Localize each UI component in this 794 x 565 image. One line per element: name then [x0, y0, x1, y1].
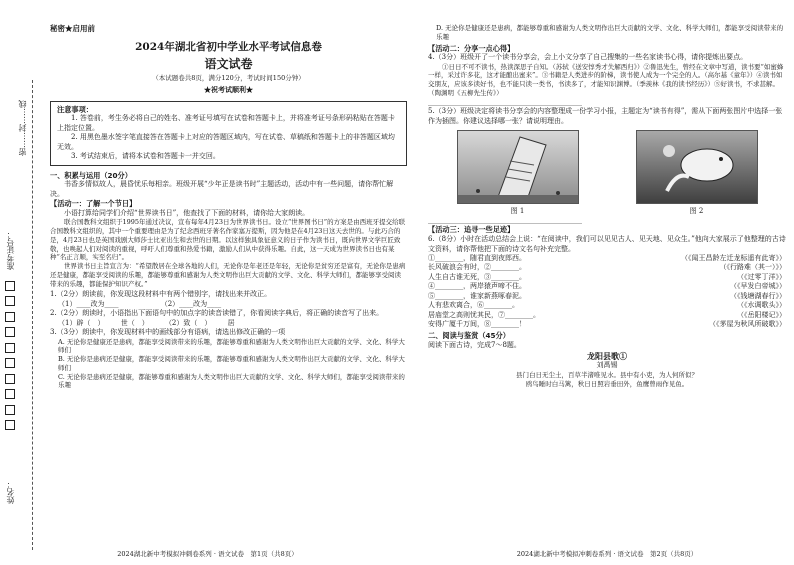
- exam-number-label: 准考证号：: [6, 230, 15, 270]
- good-luck-text: ★祝考试顺利★: [204, 85, 253, 95]
- poem-fill-row[interactable]: 居庙堂之高则忧其民，⑦________。 （《岳阳楼记》）: [428, 310, 786, 319]
- answer-blank[interactable]: （2）____改为____: [160, 299, 222, 308]
- answer-blanks[interactable]: [50, 319, 407, 328]
- binding-strip: [2, 80, 42, 550]
- answer-line[interactable]: ____________________________________________: [428, 97, 582, 106]
- poem-fill-row[interactable]: ⑤________，谁家新燕啄春泥。 （《钱塘湖春行》）: [428, 291, 786, 300]
- option-c[interactable]: C. 无论你是患病还是健康，都能够尊重和感谢为人类文明作出巨大贡献的文学、文化、科学大师们，都能享受阅读带来的乐趣: [58, 372, 405, 390]
- question-2: 2.（2分）朗读时，小语指出下面语句中的加点字的读音读错了，你看阅读字典后，将正确的读音写了出来。: [50, 309, 384, 318]
- activity-intro: 小语打算给同学们介绍“世界读书日”，他查找了下面的材料，请你给大家朗读。: [64, 208, 310, 217]
- figure-1[interactable]: [457, 130, 579, 216]
- reading-paragraph: 联合国教科文组织于1995年通过决议，宣布每年4月23日为世界读书日。设立“世界图书日”的方案是由西班牙提交给联合国教科文组织的，其中一个重要理由是为了纪念西班牙著名作家塞万提斯，因为他是在4月23日这天去世的。与此巧合的是，4月23日也是英国戏剧大师莎士比亚出生和去世的日期。以这样独具象征意义的日子作为读书日，既向世界文学巨匠致敬，也唤起人们对阅读的重视，呼吁人们尊重和热爱书籍，激励人们从中获得乐趣。自此，这一天成为世界读书日也有某种“名正言顺，实至名归”。: [50, 218, 406, 262]
- notice-item: 2. 用黑色墨水签字笔直接答在答题卡上对应的答题区域内，写在试卷、草稿纸和答题卡上的非答题区域均无效。: [57, 133, 395, 151]
- figure-row: [428, 130, 786, 216]
- notice-title: 注意事项：: [57, 104, 93, 114]
- confidential-mark: 秘密★启用前: [50, 24, 95, 33]
- figure-2[interactable]: [636, 130, 758, 216]
- question-4: 4.（3分）班级开了一个读书分享会，会上小文分享了自己搜集的一些名家读书心得，请你提炼出要点。: [428, 53, 748, 62]
- question-3: 3.（3分）朗读中，你发现材料中的画线部分有语病，请选出修改正确的一项: [50, 328, 286, 337]
- answer-line[interactable]: ____________________________________________: [428, 215, 582, 224]
- notice-item: 1. 答卷前，考生务必将自己的姓名、准考证号填写在试卷和答题卡上，并将准考证号条形码粘贴在答题卡上指定位置。: [57, 114, 395, 132]
- question-5: 5.（3分）班级决定将读书分享会的内容整理成一份学习小报，主题定为“读书有得”，需从下面两张图片中选择一张作为插图。你建议选择哪一张？请说明理由。: [428, 107, 783, 125]
- paper-subject: 语文试卷: [204, 57, 253, 72]
- poem-line: 鸥鸟睡时白马篱，秋日日照岩垂田外，鱼鹰曾雨作见鱼。: [525, 379, 689, 388]
- figure-2-caption: 图 2: [689, 206, 704, 215]
- activity-heading: 【活动二：分享一点心得】: [428, 43, 515, 53]
- section-heading: 二、阅读与鉴赏（45分）: [428, 331, 510, 341]
- activity-heading: 【活动三：追寻一些足迹】: [428, 225, 515, 235]
- answer-blanks[interactable]: [50, 300, 407, 309]
- page-2: [420, 0, 794, 565]
- reading-paragraph: 世界读书日主旨宣言为：“希望散居在全球各地的人们，无论你是年老还是年轻，无论你是贫穷还是富有，无论你是患病还是健康，都能享受阅读的乐趣，都能够尊重和感谢为人类文明作出巨大贡献的文学、文化、科学大师们，都能够享受阅读带来的乐趣，都能保护知识产权。”: [50, 262, 406, 288]
- poem-fill-row[interactable]: 长风破浪会有时，②________。 （《行路难（其一）》）: [428, 263, 786, 272]
- name-label: 姓名：: [6, 480, 15, 504]
- notice-item: 3. 考试结束后，请将本试卷和答题卡一并交回。: [71, 152, 220, 161]
- section-intro: 阅读下面古诗，完成7～8题。: [428, 341, 521, 350]
- poem-fill-row[interactable]: 人有悲欢离合，⑥________。 （《水调歌头》）: [428, 301, 786, 310]
- exam-number-boxes[interactable]: [5, 280, 17, 434]
- option-b[interactable]: B. 无论你是患病还是健康，都能享受阅读带来的乐趣，都能够尊重和感谢为人类文明作出巨大贡献的文学、文化、科学大师们: [58, 355, 405, 372]
- question-1: 1.（2分）朗读前，你发现这段材料中有两个错别字，请找出来并改正。: [50, 290, 272, 299]
- section-intro: 书香多情似故人，晨昏忧乐每相亲。班级开展“少年正是读书时”主题活动，活动中有一些问题，请你帮忙解决。: [50, 180, 394, 198]
- figure-2-image: [636, 130, 758, 204]
- page-footer: 2024湖北新中考模拟冲刺卷系列 · 语文试卷 第2页（共8页）: [516, 550, 698, 559]
- option-a[interactable]: A. 无论你是健康还是患病，都能享受阅读带来的乐趣，都能够尊重和感谢为人类文明作出巨大贡献的文学、文化、科学大师们: [58, 337, 405, 355]
- poem-fill-row[interactable]: ④________，两岸猿声啼不住。 （《早发白帝城》）: [428, 282, 786, 291]
- figure-1-caption: 图 1: [510, 206, 525, 215]
- notice-box: [50, 101, 407, 166]
- question-6: 6.（8分）小时在活动总结会上说：“在阅读中，我们可以见见古人、见天地、见众生。”他向大家展示了他整理的古诗文资料，请你帮他把下面的诗文名句补充完整。: [428, 235, 786, 253]
- paper-meta: （本试题卷共8页，满分120分，考试时间150分钟）: [152, 74, 305, 83]
- option-d[interactable]: D. 无论你是健康还是患病，都能够尊重和感谢为人类文明作出巨大贡献的文学、文化、科学大师们，都能享受阅读带来的乐趣: [436, 24, 784, 41]
- activity-heading: 【活动一：了解一个节日】: [50, 199, 137, 209]
- poem-author: 刘禹锡: [596, 361, 618, 370]
- poem-line: 县门白日无尘土，百草半渚唯见水。县中有小吏，为人何所似？: [516, 370, 698, 379]
- poem-title: 龙阳县歌①: [587, 350, 627, 361]
- poem-fill-row[interactable]: ①________，随君直到夜郎西。 （《闻王昌龄左迁龙标遥有此寄》）: [428, 253, 786, 262]
- poem-fill-row[interactable]: 人生自古谁无死，③________。 （《过零丁洋》）: [428, 272, 786, 281]
- answer-blank[interactable]: （1）辟（ ）: [58, 318, 105, 327]
- figure-1-image: [457, 130, 579, 204]
- page-footer: 2024湖北新中考模拟冲刺卷系列 · 语文试卷 第1页（共8页）: [117, 550, 298, 559]
- answer-blank[interactable]: 世（ ）: [120, 318, 149, 327]
- answer-blank[interactable]: （1）____改为____: [58, 299, 119, 308]
- section-heading: 一、积累与运用（20分）: [50, 170, 132, 180]
- poem-fill-row[interactable]: 安得广厦千万间，⑧________！ （《茅屋为秋风所破歌》）: [428, 320, 786, 329]
- poem-fill-list: [428, 254, 786, 330]
- seal-line: [32, 80, 33, 550]
- answer-blank[interactable]: （2）致（ ）: [164, 318, 212, 327]
- quote-block: ①日日不可不读书，热读深思子自知。（苏轼《送安惇秀才失解西归》）②鲁迅先生，曾经在文章中写道，读书要“如蜜蜂一样，采过许多花，这才能酿出蜜来”。③书籍是人类进步的阶梯，读书使人成为一个完全的人。（高尔基《童年》）④读书如交朋友，应该多读好书，也不能只读一类书，书读多了，才能知识渊博。（季羡林《我的读书经历》）⑤好读书，不求甚解。（陶渊明《五柳先生传》）: [428, 62, 784, 97]
- paper-title: 2024年湖北省初中学业水平考试信息卷: [135, 41, 322, 54]
- seal-label: 密……封……线: [18, 100, 27, 156]
- answer-blank[interactable]: 居: [227, 318, 235, 327]
